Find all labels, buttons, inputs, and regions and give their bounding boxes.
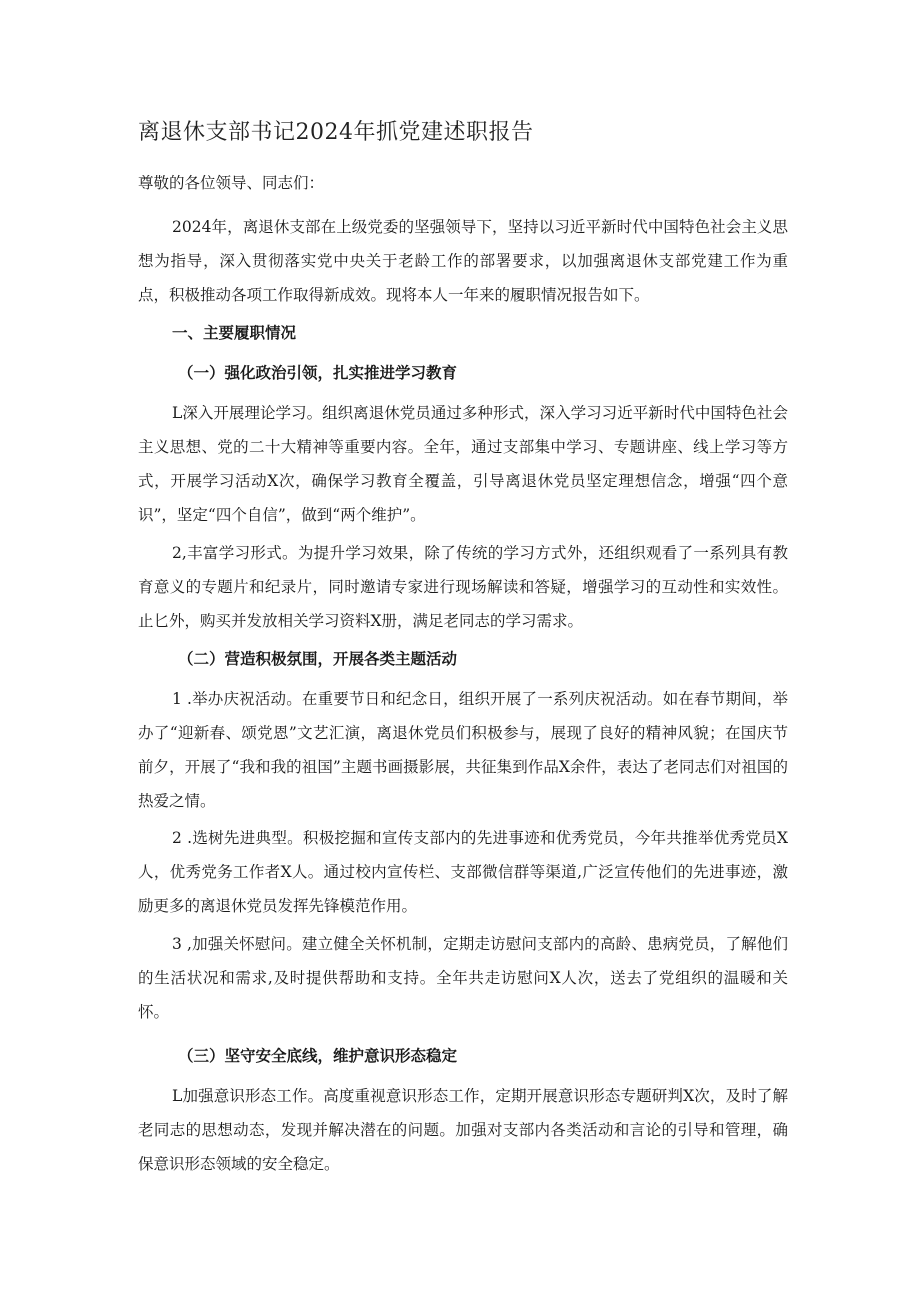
intro-paragraph: 2024年，离退休支部在上级党委的坚强领导下，坚持以习近平新时代中国特色社会主义思想为指导，深入贯彻落实党中央关于老龄工作的部署要求，以加强离退休支部党建工作为重点，积极推动各项工作取得新成效。现将本人一年来的履职情况报告如下。 — [138, 218, 788, 304]
paragraph-study-forms: 2,丰富学习形式。为提升学习效果，除了传统的学习方式外，还组织观看了一系列具有教育意义的专题片和纪录片，同时邀请专家进行现场解读和答疑，增强学习的互动性和实效性。止匕外，购买并发放相关学习资料X册，满足老同志的学习需求。 — [138, 544, 788, 630]
salutation: 尊敬的各位领导、同志们： — [138, 174, 325, 192]
section-heading-main-duties: 一、主要履职情况 — [172, 324, 297, 342]
paragraph-role-models: 2 .选树先进典型。积极挖掘和宣传支部内的先进事迹和优秀党员，今年共推举优秀党员X人，优秀党务工作者X人。通过校内宣传栏、支部微信群等渠道,广泛宣传他们的先进事迹，激励更多的离退休党员发挥先锋模范作用。 — [138, 829, 788, 915]
paragraph-celebrations: 1 .举办庆祝活动。在重要节日和纪念日，组织开展了一系列庆祝活动。如在春节期间，举办了“迎新春、颂党恩”文艺汇演，离退休党员们积极参与，展现了良好的精神风貌；在国庆节前夕，开展了“我和我的祖国”主题书画摄影展，共征集到作品X余件，表达了老同志们对祖国的热爱之情。 — [138, 690, 788, 810]
subsection-heading-political-guidance: （一）强化政治引领，扎实推进学习教育 — [178, 364, 458, 382]
paragraph-care-visits: 3 ,加强关怀慰问。建立健全关怀机制，定期走访慰问支部内的高龄、患病党员，了解他们的生活状况和需求,及时提供帮助和支持。全年共走访慰问X人次，送去了党组织的温暖和关怀。 — [138, 935, 788, 1021]
paragraph-ideology-work: L加强意识形态工作。高度重视意识形态工作，定期开展意识形态专题研判X次，及时了解老同志的思想动态，发现并解决潜在的问题。加强对支部内各类活动和言论的引导和管理，确保意识形态领域的安全稳定。 — [138, 1087, 788, 1173]
document-title: 离退休支部书记2024年抓党建述职报告 — [138, 120, 534, 145]
subsection-heading-ideology-security: （三）坚守安全底线，维护意识形态稳定 — [178, 1047, 458, 1065]
paragraph-theory-study: L深入开展理论学习。组织离退休党员通过多种形式，深入学习习近平新时代中国特色社会主义思想、党的二十大精神等重要内容。全年，通过支部集中学习、专题讲座、线上学习等方式，开展学习活动X次，确保学习教育全覆盖，引导离退休党员坚定理想信念，增强“四个意识”，坚定“四个自信”，做到“两个维护”。 — [138, 404, 788, 524]
subsection-heading-themed-activities: （二）营造积极氛围，开展各类主题活动 — [178, 650, 458, 668]
